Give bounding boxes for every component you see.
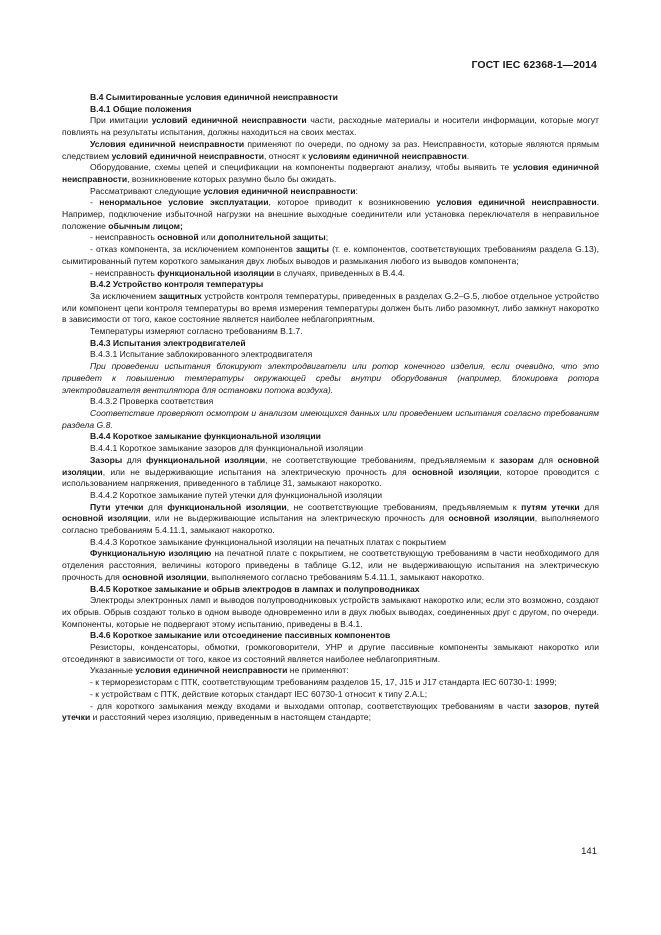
paragraph: Указанные условия единичной неисправности не применяют: [90, 665, 349, 676]
section-heading: В.4.6 Короткое замыкание или отсоединение пассивных компонентов [90, 630, 391, 641]
paragraph: Рассматривают следующие условия единичной неисправности: [90, 185, 358, 196]
paragraph: - неисправность функциональной изоляции в случаях, приведенных в В.4.4. [90, 267, 406, 278]
paragraph: - отказ компонента, за исключением компонентов защиты (т. е. компонентов, соответствующих требованиям раздела G.13), сымитированный путем короткого замыкания двух любых выводов и размыкания любого из выводов компонента; [62, 244, 599, 266]
italic-paragraph: При проведении испытания блокируют электродвигатели или ротор конечного изделия, если очевидно, что это приведет к повышению температуры окружающей среды внутри оборудования (например, блокировка ротора электродвигателя вентилятора для остановки потока воздуха). [62, 361, 599, 395]
section-heading: В.4.2 Устройство контроля температуры [90, 279, 264, 290]
paragraph: - для короткого замыкания между входами и выходами оптопар, соответствующих требованиям в части зазоров, путей утечки и расстояний через изоляцию, приведенным в настоящем стандарте; [62, 700, 599, 723]
document-body [62, 92, 599, 724]
paragraph: За исключением защитных устройств контроля температуры, приведенных в разделах G.2–G.5, любое отдельное устройство или компонент цепи контроля температуры во время измерения температуры должен быть либо разомкнут, либо замкнут накоротко в зависимости от того, какое состояние является наиболее неблагоприятным. [62, 290, 599, 325]
paragraph: В.4.3.1 Испытание заблокированного электродвигателя [90, 349, 313, 360]
paragraph: - к терморезисторам с ПТК, соответствующим требованиям разделов 15, 17, J15 и J17 стандарта IEC 60730-1: 1999; [90, 677, 557, 688]
paragraph: В.4.3.2 Проверка соответствия [90, 396, 214, 407]
paragraph: Зазоры для функциональной изоляции, не соответствующие требованиям, предъявляемым к зазорам для основной изоляции, или не выдерживающие испытания на электрическую прочность для основной изоляции, которое проводится с использованием напряжения, приведенного в таблице 31, замыкают накоротко. [62, 454, 599, 489]
italic-paragraph: Соответствие проверяют осмотром и анализом имеющихся данных или проведением испытания согласно требованиям раздела G.8. [62, 407, 599, 430]
paragraph: Температуры измеряют согласно требованиям В.1.7. [90, 326, 303, 337]
section-heading: В.4.4 Короткое замыкание функциональной изоляции [90, 431, 321, 442]
paragraph: Функциональную изоляцию на печатной плате с покрытием, не соответствующую требованиям в части необходимого для отделения расстояния, величины которого приведены в таблице G.12, или не выдерживающую испытания на электрическую прочность для основной изоляции, выполняемого согласно требованиям 5.4.11.1, замыкают накоротко. [62, 548, 599, 582]
paragraph: Пути утечки для функциональной изоляции, не соответствующие требованиям, предъявляемым к путям утечки для основной изоляции, или не выдерживающие испытания на электрическую прочность для основной изоляции, выполняемого согласно требованиям 5.4.11.1, замыкают накоротко. [62, 501, 600, 536]
paragraph: - ненормальное условие эксплуатации, которое приводит к возникновению условия единичной неисправности. Например, подключение избыточной нагрузки на внешние выходные соединители или установка переключателя в неправильное положение обычным лицом; [62, 197, 600, 231]
paragraph: В.4.4.3 Короткое замыкание функциональной изоляции на печатных платах с покрытием [90, 536, 447, 547]
paragraph: Резисторы, конденсаторы, обмотки, громкоговорители, УНР и другие пассивные компоненты замыкают накоротко или отсоединяют в зависимости от того, какое из состояний является наиболее неблагоприятным. [62, 642, 599, 664]
standard-header: ГОСТ IEC 62368-1—2014 [471, 59, 597, 71]
paragraph: Условия единичной неисправности применяют по очереди, по одному за раз. Неисправности, которые являются прямым следствием условий единичной неисправности, относят к условиям единичной неисправности. [62, 138, 599, 161]
paragraph: - к устройствам с ПТК, действие которых стандарт IEC 60730-1 относит к типу 2.A.L; [90, 688, 428, 699]
paragraph: В.4.4.2 Короткое замыкание путей утечки для функциональной изоляции [90, 489, 383, 500]
paragraph: В.4.4.1 Короткое замыкание зазоров для функциональной изоляции [90, 443, 364, 454]
paragraph: При имитации условий единичной неисправности части, расходные материалы и носители информации, которые могут повлиять на результаты испытания, должны находиться на своих местах. [62, 115, 599, 138]
paragraph: - неисправность основной или дополнительной защиты; [90, 232, 329, 243]
section-heading: В.4 Сымитированные условия единичной неисправности [90, 92, 338, 102]
page-number: 141 [581, 846, 597, 857]
section-heading: В.4.3 Испытания электродвигателей [90, 337, 246, 348]
section-heading: В.4.5 Короткое замыкание и обрыв электродов в лампах и полупроводниках [90, 583, 420, 594]
paragraph: Электроды электронных ламп и выводов полупроводниковых устройств замыкают накоротко или; если это возможно, создают их обрыв. Обрыв создают только в одном выводе одновременно или в двух любых выводах, соединенных друг с другом, по очереди. Компоненты, которые не подвергают этому испытанию, приведены в В.4.1. [62, 595, 599, 629]
paragraph: Оборудование, схемы цепей и спецификации на компоненты подвергают анализу, чтобы выявить те условия единичной неисправности, возникновение которых разумно было бы ожидать. [62, 162, 599, 184]
section-heading: В.4.1 Общие положения [90, 103, 192, 114]
